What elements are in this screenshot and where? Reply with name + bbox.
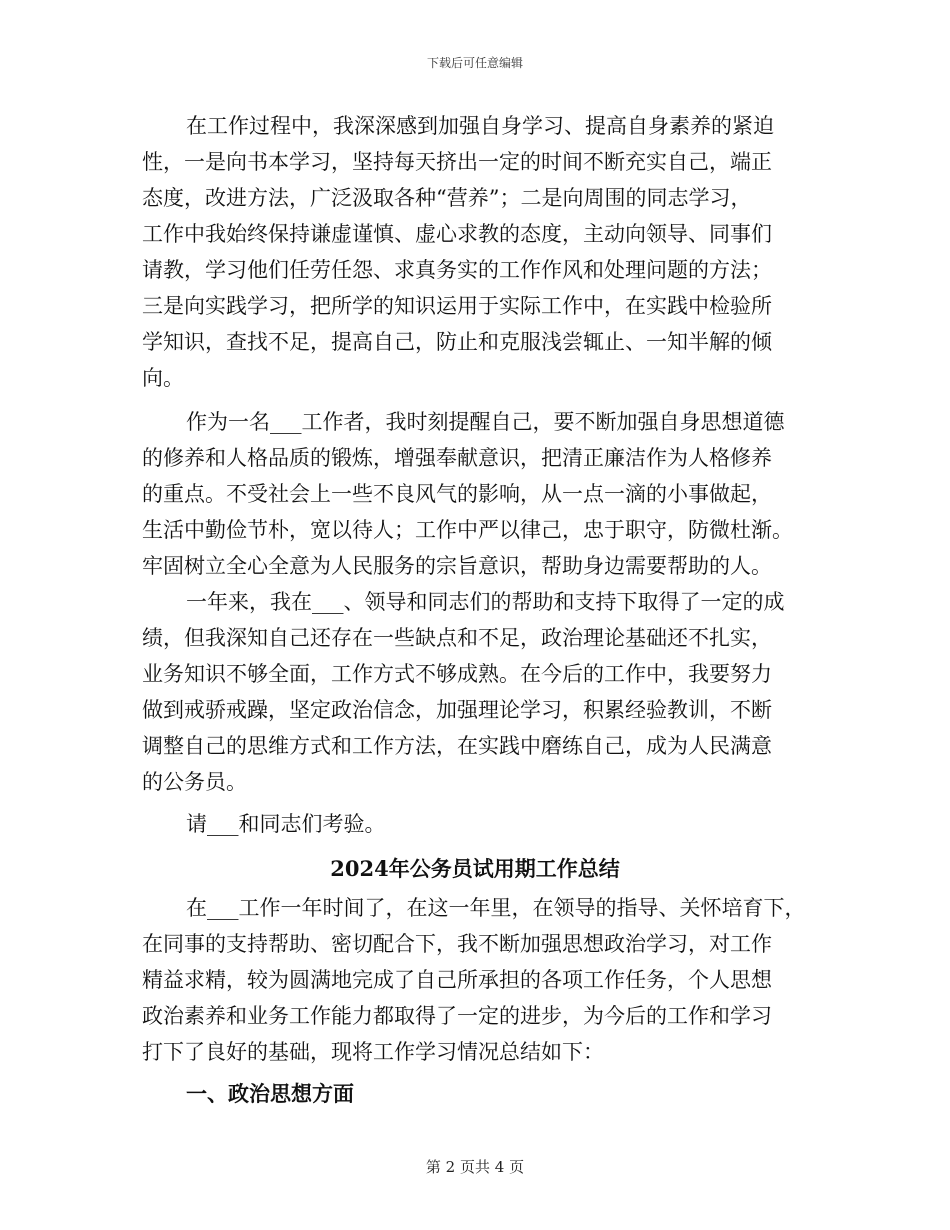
page-footer: 第 2 页共 4 页 <box>425 1158 525 1176</box>
paragraph-line: 的公务员。 <box>142 770 247 794</box>
paragraph-line: 三是向实践学习，把所学的知识运用于实际工作中，在实践中检验所 <box>142 294 772 318</box>
paragraph-line: 调整自己的思维方式和工作方法，在实践中磨练自己，成为人民满意 <box>142 734 772 758</box>
paragraph-line: 作为一名___工作者，我时刻提醒自己，要不断加强自身思想道德 <box>186 410 785 434</box>
paragraph-line: 做到戒骄戒躁，坚定政治信念，加强理论学习，积累经验教训，不断 <box>142 698 772 722</box>
paragraph-line: 的重点。不受社会上一些不良风气的影响，从一点一滴的小事做起， <box>142 482 772 506</box>
paragraph-line: 的修养和人格品质的锻炼，增强奉献意识，把清正廉洁作为人格修养 <box>142 446 772 470</box>
paragraph-line: 请___和同志们考验。 <box>186 812 386 836</box>
paragraph-line: 精益求精，较为圆满地完成了自己所承担的各项工作任务，个人思想 <box>142 968 772 992</box>
page-header: 下载后可任意编辑 <box>426 56 523 70</box>
paragraph-line: 在工作过程中，我深深感到加强自身学习、提高自身素养的紧迫 <box>186 114 774 138</box>
paragraph-line: 向。 <box>142 366 184 390</box>
paragraph-line: 请教，学习他们任劳任怨、求真务实的工作作风和处理问题的方法； <box>142 258 772 282</box>
section-title: 2024年公务员试用期工作总结 <box>330 856 620 881</box>
section-heading: 一、政治思想方面 <box>186 1081 354 1106</box>
paragraph-line: 绩，但我深知自己还存在一些缺点和不足，政治理论基础还不扎实， <box>142 626 772 650</box>
paragraph-line: 态度，改进方法，广泛汲取各种“营养”；二是向周围的同志学习， <box>142 186 752 210</box>
paragraph-line: 工作中我始终保持谦虚谨慎、虚心求教的态度，主动向领导、同事们 <box>142 222 772 246</box>
paragraph-line: 一年来，我在___、领导和同志们的帮助和支持下取得了一定的成 <box>186 590 785 614</box>
paragraph-line: 政治素养和业务工作能力都取得了一定的进步，为今后的工作和学习 <box>142 1004 772 1028</box>
paragraph-line: 打下了良好的基础，现将工作学习情况总结如下： <box>142 1040 604 1064</box>
paragraph-line: 在同事的支持帮助、密切配合下，我不断加强思想政治学习，对工作 <box>142 932 772 956</box>
paragraph-line: 牢固树立全心全意为人民服务的宗旨意识，帮助身边需要帮助的人。 <box>142 554 772 578</box>
paragraph-line: 生活中勤俭节朴，宽以待人；工作中严以律己，忠于职守，防微杜渐。 <box>142 518 793 542</box>
paragraph-line: 业务知识不够全面，工作方式不够成熟。在今后的工作中，我要努力 <box>142 662 772 686</box>
paragraph-line: 学知识，查找不足，提高自己，防止和克服浅尝辄止、一知半解的倾 <box>142 330 772 354</box>
paragraph-line: 性，一是向书本学习，坚持每天挤出一定的时间不断充实自己，端正 <box>142 150 772 174</box>
paragraph-line: 在___工作一年时间了，在这一年里，在领导的指导、关怀培育下， <box>186 896 806 920</box>
